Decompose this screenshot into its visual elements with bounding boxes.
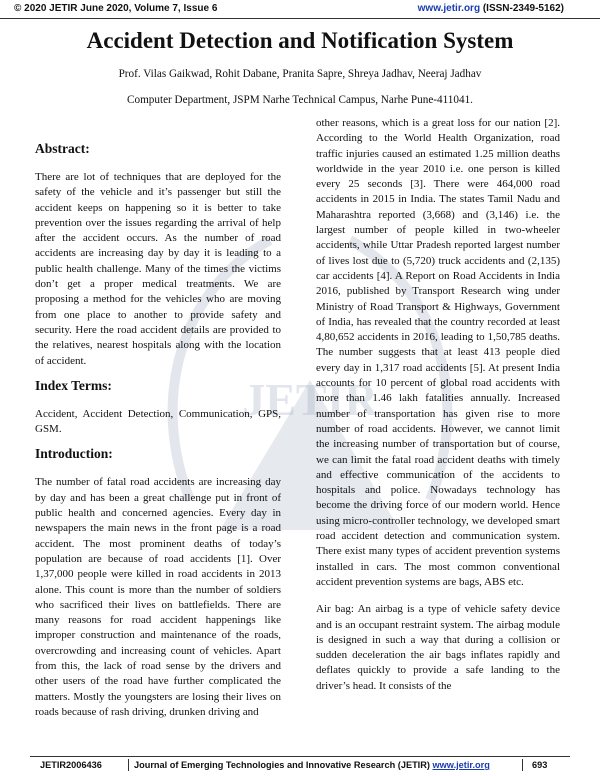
- journal-header: [0, 0, 600, 19]
- footer-journal-link[interactable]: www.jetir.org: [432, 760, 490, 770]
- page-number: 693: [532, 760, 548, 770]
- header-copyright: © 2020 JETIR June 2020, Volume 7, Issue 6: [14, 3, 218, 14]
- airbag-paragraph: Air bag: An airbag is a type of vehicle safety device and is an occupant restraint system. The airbag module is designed in such a way that during a collision or sudden deceleration the air bags inflates rapidly and deflates quickly to provide a safe landing to the driver’s head. It consists of the: [316, 603, 560, 692]
- paper-title: Accident Detection and Notification System: [86, 28, 514, 53]
- header-issn: [418, 0, 564, 18]
- footer-divider: [522, 759, 523, 771]
- left-column: [35, 140, 281, 720]
- index-terms-heading: Index Terms:: [35, 377, 112, 393]
- right-column: [316, 116, 560, 694]
- abstract-body: There are lot of techniques that are deployed for the safety of the vehicle and it’s passenger but still the accident keeps on happening so it is better to take prevention over the issues regarding the arrival of help after the accident occurs. As the number of road accidents are increasing day by day it is leading to a public health challenge. Many of the times the victims don’t get a proper medical treatments. We are proposing a method for the vehicles who are moving from one place to another to provide safety and security. Here the road accident details are provided to the relatives, nearest hospitals along with the location of accident.: [35, 171, 281, 367]
- footer-journal: [134, 757, 490, 773]
- watermark-text: JETIR: [242, 374, 378, 425]
- paper-authors: Prof. Vilas Gaikwad, Rohit Dabane, Pranita Sapre, Shreya Jadhav, Neeraj Jadhav: [118, 68, 482, 80]
- header-issn-text: (ISSN-2349-5162): [482, 3, 564, 14]
- abstract-heading: Abstract:: [35, 141, 90, 156]
- paper-affiliation: Computer Department, JSPM Narhe Technical Campus, Narhe Pune-411041.: [127, 94, 473, 106]
- footer-journal-name: Journal of Emerging Technologies and Innovative Research (JETIR): [134, 760, 433, 770]
- introduction-body-right: other reasons, which is a great loss for our nation [2]. According to the World Health Organization, road traffic injuries caused an estimated 1.25 million deaths worldwide in the year 2010 i.e. one person is killed every 25 seconds [3]. There were 464,000 road accidents in 2015 in India. The states Tamil Nadu and Maharashtra reported (3,668) and (3,146) i.e. the largest number of people killed in two-wheeler accidents, while Uttar Pradesh reported largest number of lives lost due to (5,720) truck accidents and (2,135) car accidents [4]. A Report on Road Accidents in India 2016, published by Transport Research wing under Ministry of Road Transport & Highways, Government of India, has revealed that the country recorded at least 4,80,652 accidents in 2016, leading to 1,50,785 deaths. The number suggests that at least 413 people died every day in 1,317 road accidents [5]. At present India accounts for 10 percent of global road accidents with more than 1.46 lakh fatalities annually. Increased number of transportation has given rise to more number of road accidents. However, we cannot limit the increasing number of transportation but of course, we can limit the fatal road accident deaths with timely and effective communication of the accidents to hospitals and police. Nowadays technology has become the driving force of our modern world. Hence using micro-controller technology, we developed smart road accident detection and communication system. There exist many types of accident prevention systems installed in cars. The most common conventional accident prevention systems are bags, ABS etc.: [316, 117, 560, 588]
- index-terms-body: Accident, Accident Detection, Communication, GPS, GSM.: [35, 407, 281, 436]
- header-journal-link[interactable]: www.jetir.org: [417, 3, 481, 14]
- journal-footer: [30, 756, 570, 773]
- introduction-body-left: The number of fatal road accidents are increasing day by day and has been a great challenge put in front of public health and concerned agencies. Every day in newspapers the main news in the front page is a road accident. The most prominent deaths of today’s population are because of road accidents [1]. Over 1,37,000 people were killed in road accidents in 2013 alone. This count is more than the number of soldiers who sacrificed their lives on battlefields. There are many reasons for road accident happenings like improper construction and maintenance of the roads, overcrowding and increasing count of vehicles. Apart from this, the lack of road sense by the drivers and other users of the road have further complicated the matters. Mostly the youngsters are losing their lives on roads because of rash driving, drunken driving and: [35, 476, 281, 718]
- footer-paper-code: JETIR2006436: [40, 760, 102, 770]
- footer-divider: [128, 759, 129, 771]
- introduction-heading: Introduction:: [35, 446, 113, 462]
